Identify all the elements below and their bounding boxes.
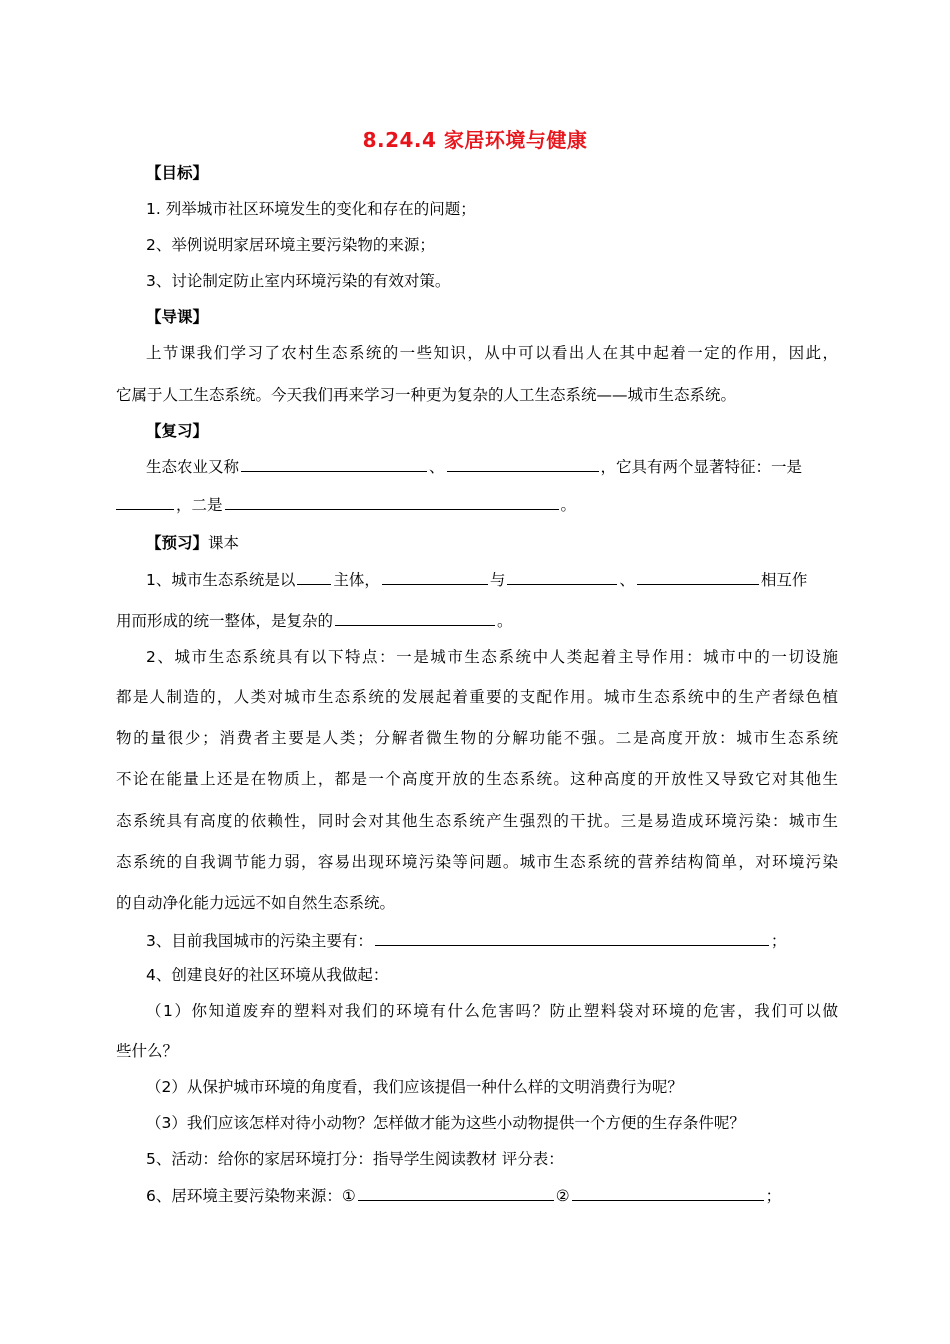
preview-q2-line-7: 的自动净化能力远远不如自然生态系统。 — [116, 894, 396, 912]
goal-item-2: 2、举例说明家居环境主要污染物的来源； — [146, 236, 435, 254]
answer-blank-1[interactable] — [241, 455, 427, 472]
preview-q4-2: （2）从保护城市环境的角度看，我们应该提倡一种什么样的文明消费行为呢？ — [146, 1078, 683, 1096]
preview-q2-line-5: 态系统具有高度的依赖性，同时会对其他生态系统产生强烈的干扰。三是易造成环境污染：城市生 — [116, 812, 838, 830]
goals-heading: 【目标】 — [146, 164, 209, 182]
q6-text-b: ② — [555, 1187, 570, 1205]
review-text-c: ，它具有两个显著特征：一是 — [600, 458, 803, 476]
review-text-d: ，二是 — [176, 496, 223, 514]
preview-q4: 4、创建良好的社区环境从我做起： — [146, 966, 389, 984]
intro-line-1: 上节课我们学习了农村生态系统的一些知识，从中可以看出人在其中起着一定的作用，因此， — [146, 344, 838, 362]
q1-text-d: 、 — [619, 571, 635, 589]
q3-text: 3、目前我国城市的污染主要有： — [146, 932, 373, 950]
preview-heading-suffix: 课本 — [208, 534, 240, 552]
preview-heading: 【预习】 — [146, 534, 209, 552]
preview-q2-line-1: 2、城市生态系统具有以下特点：一是城市生态系统中人类起着主导作用：城市中的一切设施 — [146, 648, 838, 666]
review-text-e: 。 — [560, 496, 577, 514]
answer-blank-7[interactable] — [507, 568, 617, 585]
review-text-b: 、 — [429, 458, 445, 476]
answer-blank-2[interactable] — [447, 455, 599, 472]
answer-blank-11[interactable] — [358, 1184, 554, 1201]
goal-item-1: 1. 列举城市社区环境发生的变化和存在的问题； — [146, 200, 476, 218]
intro-heading: 【导课】 — [146, 308, 209, 326]
answer-blank-3[interactable] — [116, 493, 174, 510]
preview-q6 — [146, 1184, 838, 1207]
preview-q4-1-line-2: 些什么？ — [116, 1042, 179, 1060]
answer-blank-6[interactable] — [382, 568, 488, 585]
preview-q1-line-2 — [116, 609, 838, 632]
preview-q2-line-3: 物的量很少；消费者主要是人类；分解者微生物的分解功能不强。二是高度开放：城市生态系统 — [116, 729, 838, 747]
review-line-2 — [116, 493, 838, 516]
preview-q5: 5、活动：给你的家居环境打分：指导学生阅读教材 评分表： — [146, 1150, 564, 1168]
intro-line-2: 它属于人工生态系统。今天我们再来学习一种更为复杂的人工生态系统——城市生态系统。 — [116, 386, 737, 404]
answer-blank-8[interactable] — [637, 568, 759, 585]
review-text-a: 生态农业又称 — [146, 458, 240, 476]
preview-q2-line-4: 不论在能量上还是在物质上，都是一个高度开放的生态系统。这种高度的开放性又导致它对其他生 — [116, 770, 838, 788]
q1-text-e: 相互作 — [760, 571, 808, 589]
preview-q1-line-1 — [146, 568, 838, 591]
preview-heading-line — [146, 532, 838, 554]
answer-blank-12[interactable] — [572, 1184, 764, 1201]
q1-text-g: 。 — [497, 612, 513, 630]
preview-q2-line-2: 都是人制造的，人类对城市生态系统的发展起着重要的支配作用。城市生态系统中的生产者绿色植 — [116, 688, 838, 706]
goal-item-3: 3、讨论制定防止室内环境污染的有效对策。 — [146, 272, 451, 290]
q6-text-a: 6、居环境主要污染物来源：① — [146, 1187, 356, 1205]
q1-text-a: 1、城市生态系统是以 — [146, 571, 296, 589]
preview-q2-line-6: 态系统的自我调节能力弱，容易出现环境污染等问题。城市生态系统的营养结构简单，对环境污染 — [116, 853, 838, 871]
answer-blank-9[interactable] — [335, 609, 495, 626]
q1-text-c: 与 — [489, 571, 506, 589]
q1-text-b: 主体， — [333, 571, 380, 589]
q3-end: ； — [770, 932, 787, 950]
answer-blank-4[interactable] — [225, 493, 559, 510]
page-title: 8.24.4 家居环境与健康 — [362, 128, 588, 152]
preview-q3 — [146, 929, 838, 952]
answer-blank-5[interactable] — [297, 568, 331, 585]
review-heading: 【复习】 — [146, 422, 209, 440]
q6-end: ； — [765, 1187, 782, 1205]
answer-blank-10[interactable] — [375, 929, 769, 946]
preview-q4-3: （3）我们应该怎样对待小动物？怎样做才能为这些小动物提供一个方便的生存条件呢？ — [146, 1114, 745, 1132]
review-line-1 — [146, 455, 838, 478]
preview-q4-1-line-1: （1）你知道废弃的塑料对我们的环境有什么危害吗？防止塑料袋对环境的危害，我们可以做 — [146, 1002, 838, 1020]
q1-text-f: 用而形成的统一整体，是复杂的 — [116, 612, 334, 630]
